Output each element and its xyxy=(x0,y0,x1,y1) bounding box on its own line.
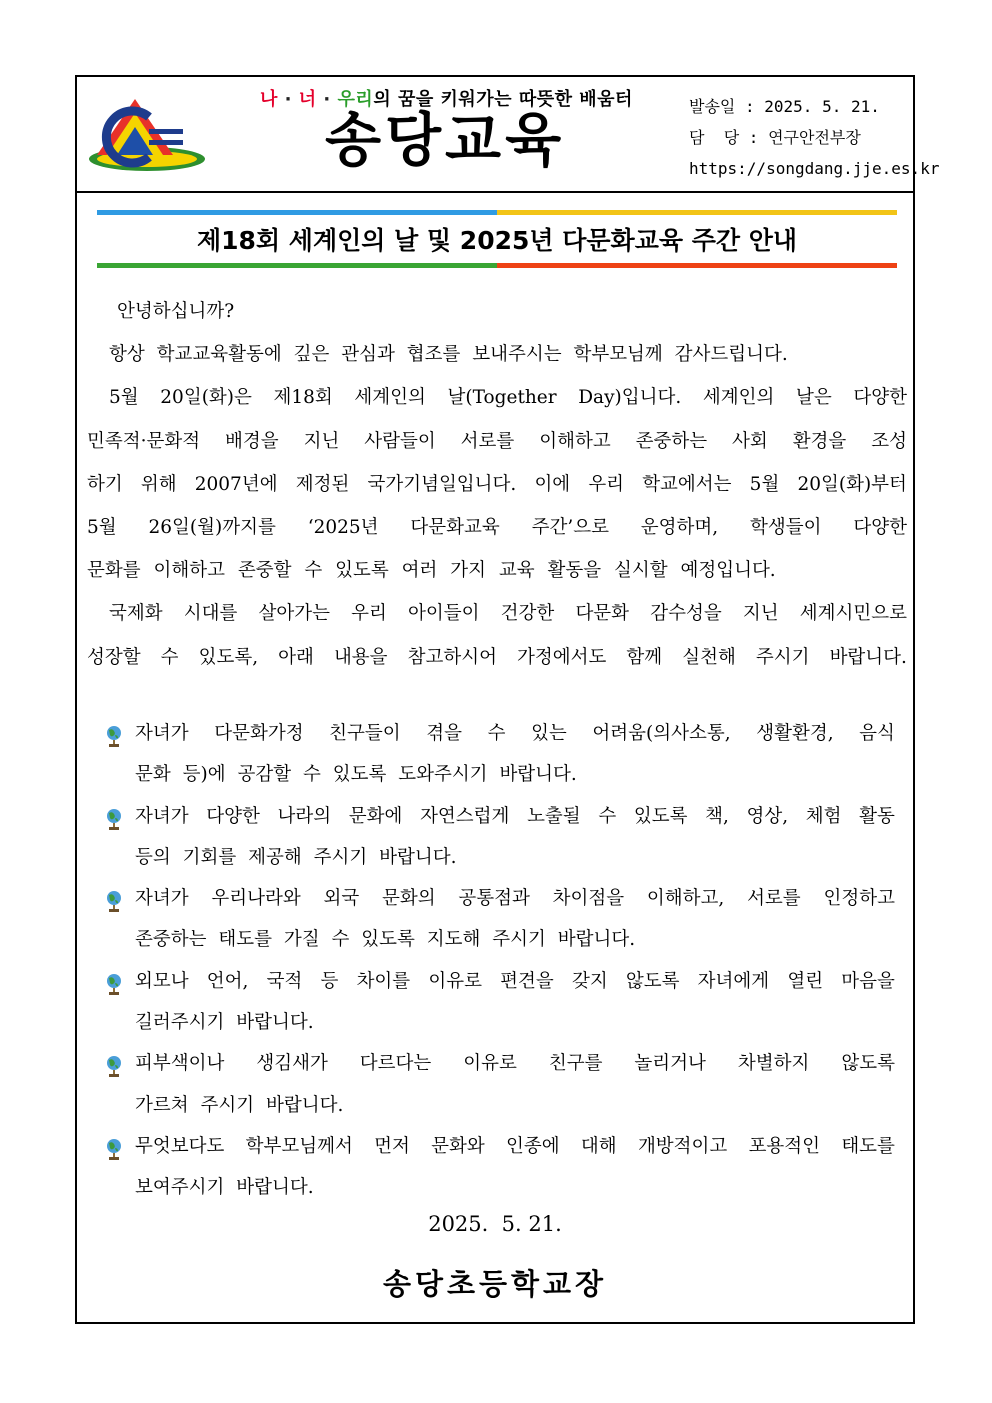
list-item xyxy=(99,878,895,961)
globe-icon xyxy=(103,972,125,996)
document-title: 제18회 세계인의 날 및 2025년 다문화교육 주간 안내 xyxy=(197,226,797,255)
list-item-line: 무엇보다도 학부모님께서 먼저 문화와 인종에 대해 개방적이고 포용적인 태도를 xyxy=(135,1135,895,1157)
body-line: 안녕하십니까? xyxy=(117,301,235,322)
sent-date: 발송일 : 2025. 5. 21. xyxy=(689,97,880,116)
letter-date: 2025. 5. 21. xyxy=(428,1212,562,1236)
slogan-part-you: 너 xyxy=(298,89,317,110)
list-item-line: 길러주시기 바랍니다. xyxy=(135,1012,314,1034)
list-item-line: 피부색이나 생김새가 다르다는 이유로 친구를 놀리거나 차별하지 않도록 xyxy=(135,1053,895,1075)
list-item-line: 자녀가 다양한 나라의 문화에 자연스럽게 노출될 수 있도록 책, 영상, 체험 활동 xyxy=(135,805,895,827)
body-line: 하기 위해 2007년에 제정된 국가기념일입니다. 이에 우리 학교에서는 5월 20일(화)부터 xyxy=(87,473,907,495)
list-item-line: 문화 등)에 공감할 수 있도록 도와주시기 바랍니다. xyxy=(135,764,577,786)
list-item-line: 존중하는 태도를 가질 수 있도록 지도해 주시기 바랍니다. xyxy=(135,929,636,951)
letter-meta xyxy=(689,91,939,184)
document-frame xyxy=(75,75,940,1324)
body-line: 민족적·문화적 배경을 지닌 사람들이 서로를 이해하고 존중하는 사회 환경을 조성 xyxy=(87,430,907,452)
list-item xyxy=(99,713,895,796)
list-item xyxy=(99,961,895,1044)
list-item-line: 외모나 언어, 국적 등 차이를 이유로 편견을 갖지 않도록 자녀에게 열린 마음을 xyxy=(135,970,895,992)
body-line: 5월 20일(화)은 제18회 세계인의 날(Together Day)입니다. 세계인의 날은 다양한 xyxy=(109,387,907,409)
list-item xyxy=(99,796,895,879)
list-item-line: 보여주시기 바랍니다. xyxy=(135,1177,314,1199)
slogan-part-me: 나 xyxy=(260,89,278,110)
title-bottom-bar xyxy=(97,263,897,268)
list-item-line: 등의 기회를 제공해 주시기 바랍니다. xyxy=(135,846,457,868)
body-line: 성장할 수 있도록, 아래 내용을 참고하시어 가정에서도 함께 실천해 주시기 바랍니다. xyxy=(87,646,907,668)
list-item xyxy=(99,1043,895,1126)
list-item xyxy=(99,1126,895,1209)
list-item-line: 자녀가 다문화가정 친구들이 겪을 수 있는 어려움(의사소통, 생활환경, 음식 xyxy=(135,723,895,744)
globe-icon xyxy=(103,889,125,913)
letterhead xyxy=(77,77,940,193)
slogan-part-us: 우리 xyxy=(337,89,374,110)
school-logo-icon xyxy=(87,95,209,175)
guidance-list xyxy=(99,713,895,1209)
body-line: 항상 학교교육활동에 깊은 관심과 협조를 보내주시는 학부모님께 감사드립니다. xyxy=(109,344,788,366)
title-block xyxy=(97,210,897,268)
list-item-line: 가르쳐 주시기 바랍니다. xyxy=(135,1094,344,1116)
title-top-bar xyxy=(97,210,897,215)
school-url[interactable]: https://songdang.jje.es.kr xyxy=(689,159,940,178)
globe-icon xyxy=(103,1137,125,1161)
slogan-separator: · xyxy=(277,89,299,110)
principal-signature: 송당초등학교장 xyxy=(382,1267,608,1301)
globe-icon xyxy=(103,724,125,748)
slogan-rest: 의 꿈을 키워가는 따뜻한 배움터 xyxy=(373,89,633,110)
body-line: 5월 26일(월)까지를 ‘2025년 다문화교육 주간’으로 운영하며, 학생들이 다양한 xyxy=(87,516,907,538)
globe-icon xyxy=(103,807,125,831)
body-line: 문화를 이해하고 존중할 수 있도록 여러 가지 교육 활동을 실시할 예정입니다. xyxy=(87,560,776,582)
newsletter-brand: 송당교육 xyxy=(325,106,566,174)
person-in-charge: 담 당 : 연구안전부장 xyxy=(689,128,861,147)
globe-icon xyxy=(103,1054,125,1078)
letter-body xyxy=(87,290,907,679)
body-line: 국제화 시대를 살아가는 우리 아이들이 건강한 다문화 감수성을 지닌 세계시민으로 xyxy=(109,603,907,625)
list-item-line: 자녀가 우리나라와 외국 문화의 공통점과 차이점을 이해하고, 서로를 인정하고 xyxy=(135,888,895,910)
slogan-separator: · xyxy=(316,89,338,110)
